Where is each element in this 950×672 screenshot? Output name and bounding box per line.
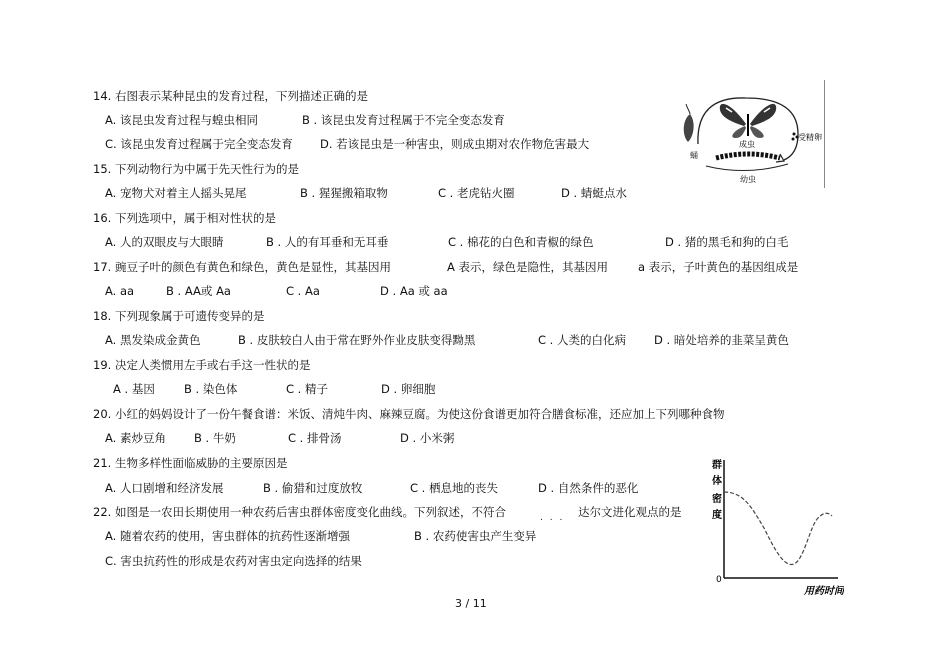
q14-option-a: A. 该昆虫发育过程与蝗虫相同 <box>105 113 258 127</box>
q22-option-b: B . 农药使害虫产生变异 <box>414 529 537 543</box>
q21-option-a: A. 人口剧增和经济发展 <box>105 481 224 495</box>
q16-option-c: C . 棉花的白色和青椒的绿色 <box>448 235 594 249</box>
q22-emphasis-dots: . . . <box>540 513 565 523</box>
ylabel-char-2: 体 <box>712 476 722 487</box>
q19-option-a: A . 基因 <box>113 382 155 396</box>
q15-stem: 15. 下列动物行为中属于先天性行为的是 <box>93 162 299 176</box>
q19-option-d: D . 卵细胞 <box>381 382 436 396</box>
ylabel-char-1: 群 <box>712 460 722 471</box>
q14-option-d: D. 若该昆虫是一种害虫，则成虫期对农作物危害最大 <box>320 137 590 151</box>
pupa-icon <box>684 104 694 142</box>
q17-stem-part2: A 表示，绿色是隐性，其基因用 <box>447 260 609 274</box>
q20-option-b: B . 牛奶 <box>194 431 236 445</box>
q20-option-a: A. 素炒豆角 <box>105 431 166 445</box>
q22-stem-part1: 22. 如图是一农田长期使用一种农药后害虫群体密度变化曲线。下列叙述，不符合 <box>93 505 506 519</box>
pest-density-chart <box>704 456 844 596</box>
q22-option-c: C. 害虫抗药性的形成是农药对害虫定向选择的结果 <box>105 554 362 568</box>
q17-stem-part3: a 表示，子叶黄色的基因组成是 <box>638 260 799 274</box>
label-pupa: 蛹 <box>690 151 698 160</box>
label-larva: 幼虫 <box>740 175 756 184</box>
q15-option-b: B . 猩猩搬箱取物 <box>300 186 388 200</box>
larva-caterpillar-icon <box>706 154 788 171</box>
insect-development-figure <box>676 84 824 184</box>
q22-option-a: A. 随着农药的使用，害虫群体的抗药性逐渐增强 <box>105 529 350 543</box>
q19-option-c: C . 精子 <box>286 382 328 396</box>
q18-option-b: B . 皮肤较白人由于常在野外作业皮肤变得黝黑 <box>238 333 476 347</box>
q17-stem-part1: 17. 豌豆子叶的颜色有黄色和绿色，黄色是显性，其基因用 <box>93 260 391 274</box>
q16-option-b: B . 人的有耳垂和无耳垂 <box>266 235 389 249</box>
q20-stem: 20. 小红的妈妈设计了一份午餐食谱：米饭、清炖牛肉、麻辣豆腐。为使这份食谱更加符合膳食标准，还应加上下列哪种食物 <box>93 407 725 421</box>
q18-option-c: C . 人类的白化病 <box>538 333 626 347</box>
q15-option-d: D . 蜻蜓点水 <box>561 186 627 200</box>
q21-option-c: C . 栖息地的丧失 <box>410 481 498 495</box>
q17-option-a: A. aa <box>105 284 135 298</box>
q16-option-d: D . 猪的黑毛和狗的白毛 <box>665 235 789 249</box>
label-egg: 受精卵 <box>798 133 822 142</box>
q18-option-d: D . 暗处培养的韭菜呈黄色 <box>654 333 789 347</box>
q18-stem: 18. 下列现象属于可遗传变异的是 <box>93 309 265 323</box>
origin-label: 0 <box>716 575 722 585</box>
q21-option-b: B . 偷猎和过度放牧 <box>263 481 363 495</box>
xlabel: 用药时间 <box>804 586 844 596</box>
label-adult: 成虫 <box>739 140 755 149</box>
q21-stem: 21. 生物多样性面临威胁的主要原因是 <box>93 456 288 470</box>
q15-option-a: A. 宠物犬对着主人摇头晃尾 <box>105 186 247 200</box>
q14-stem: 14. 右图表示某种昆虫的发育过程，下列描述正确的是 <box>93 89 368 103</box>
ylabel-char-3: 密 <box>712 494 722 505</box>
q22-stem-part2: 达尔文进化观点的是 <box>578 505 682 519</box>
q15-option-c: C . 老虎钻火圈 <box>438 186 515 200</box>
q16-stem: 16. 下列选项中，属于相对性状的是 <box>93 211 276 225</box>
q20-option-c: C . 排骨汤 <box>288 431 342 445</box>
q17-option-b: B . AA或 Aa <box>166 284 231 298</box>
ylabel-char-4: 度 <box>712 510 722 521</box>
butterfly-adult-icon <box>720 104 776 138</box>
density-curve <box>724 492 832 565</box>
figure-border-line <box>824 80 825 188</box>
q17-option-c: C . Aa <box>286 284 320 298</box>
q17-option-d: D . Aa 或 aa <box>380 284 448 298</box>
q19-option-b: B . 染色体 <box>184 382 238 396</box>
q18-option-a: A. 黑发染成金黄色 <box>105 333 201 347</box>
q20-option-d: D . 小米粥 <box>400 431 455 445</box>
page-number: 3 / 11 <box>455 597 487 610</box>
q19-stem: 19. 决定人类惯用左手或右手这一性状的是 <box>93 358 311 372</box>
q14-option-b: B . 该昆虫发育过程属于不完全变态发育 <box>302 113 505 127</box>
q16-option-a: A. 人的双眼皮与大眼睛 <box>105 235 224 249</box>
q14-option-c: C. 该昆虫发育过程属于完全变态发育 <box>105 137 293 151</box>
q21-option-d: D . 自然条件的恶化 <box>538 481 639 495</box>
